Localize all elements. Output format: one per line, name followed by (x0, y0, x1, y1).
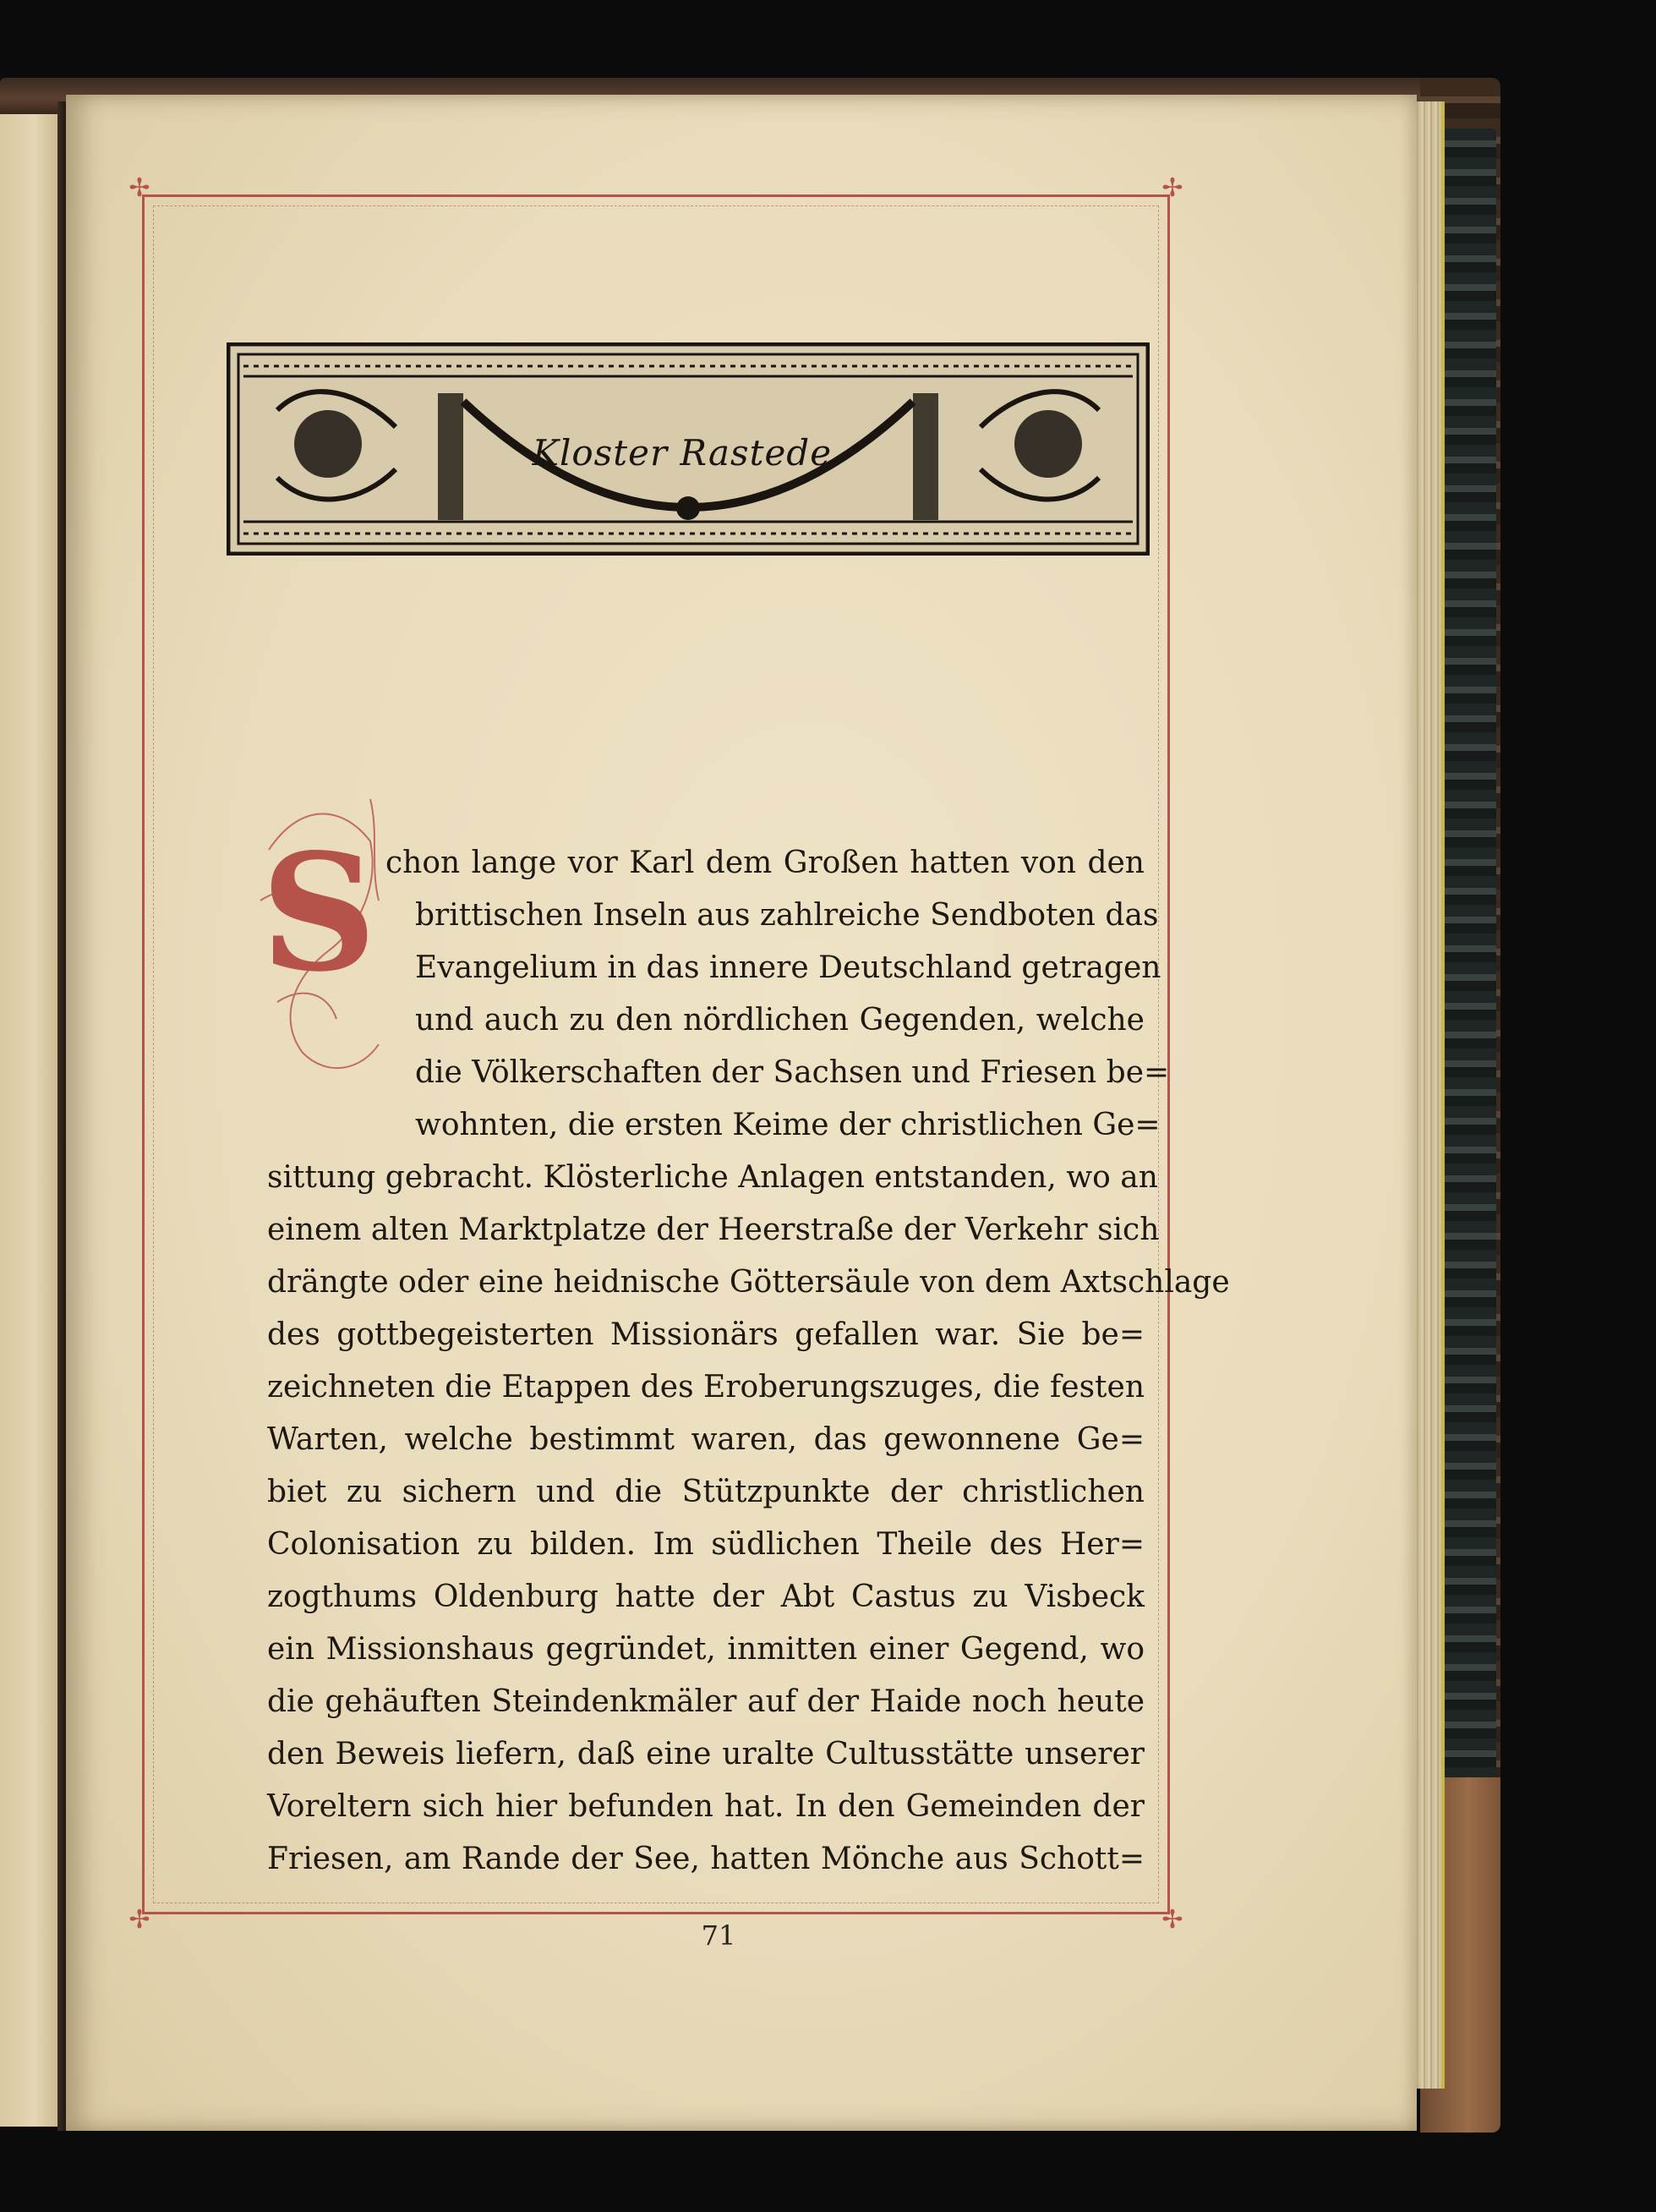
text-line: Evangelium in das innere Deutschland getragen (415, 950, 1161, 985)
text-line: zeichneten die Etappen des Eroberungszuges, die festen (267, 1370, 1145, 1404)
drop-cap-letter: S (260, 819, 377, 1007)
header-ornament-banner (227, 342, 1150, 556)
text-line: ein Missionshaus gegründet, inmitten einer Gegend, wo (267, 1632, 1145, 1667)
text-line: des gottbegeisterten Missionärs gefallen war. Sie be= (267, 1317, 1145, 1352)
page-number: 71 (701, 1919, 736, 1952)
frame-corner-ornament: ✢ (128, 173, 150, 203)
text-line: Warten, welche bestimmt waren, das gewonnene Ge= (267, 1422, 1145, 1457)
frame-corner-ornament: ✢ (1161, 1905, 1183, 1935)
decorated-drop-cap (252, 782, 385, 1087)
chapter-title: Kloster Rastede. (532, 432, 844, 474)
text-line: den Beweis liefern, daß eine uralte Cultusstätte unserer (267, 1737, 1145, 1771)
text-line: wohnten, die ersten Keime der christlichen Ge= (415, 1108, 1161, 1142)
text-line: brittischen Inseln aus zahlreiche Sendboten das (415, 898, 1159, 933)
text-line: die gehäuften Steindenkmäler auf der Haide noch heute (267, 1684, 1145, 1719)
text-line: drängte oder eine heidnische Göttersäule von dem Axtschlage (267, 1265, 1230, 1300)
frame-corner-ornament: ✢ (1161, 173, 1183, 203)
text-line: und auch zu den nördlichen Gegenden, welche (415, 1003, 1145, 1038)
text-line: sittung gebracht. Klösterliche Anlagen entstanden, wo an (267, 1160, 1158, 1195)
text-line: biet zu sichern und die Stützpunkte der christlichen (267, 1475, 1145, 1509)
frame-corner-ornament: ✢ (128, 1905, 150, 1935)
text-line: chon lange vor Karl dem Großen hatten von den (385, 846, 1145, 880)
text-line: Voreltern sich hier befunden hat. In den Gemeinden der (267, 1789, 1145, 1824)
text-line: Friesen, am Rande der See, hatten Mönche aus Schott= (267, 1842, 1145, 1876)
left-page-edge (0, 114, 60, 2127)
text-line: Colonisation zu bilden. Im südlichen Theile des Her= (267, 1527, 1145, 1562)
text-line: einem alten Marktplatze der Heerstraße der Verkehr sich (267, 1213, 1160, 1247)
text-line: die Völkerschaften der Sachsen und Friesen be= (415, 1055, 1170, 1090)
text-line: zogthums Oldenburg hatte der Abt Castus zu Visbeck (267, 1580, 1145, 1614)
